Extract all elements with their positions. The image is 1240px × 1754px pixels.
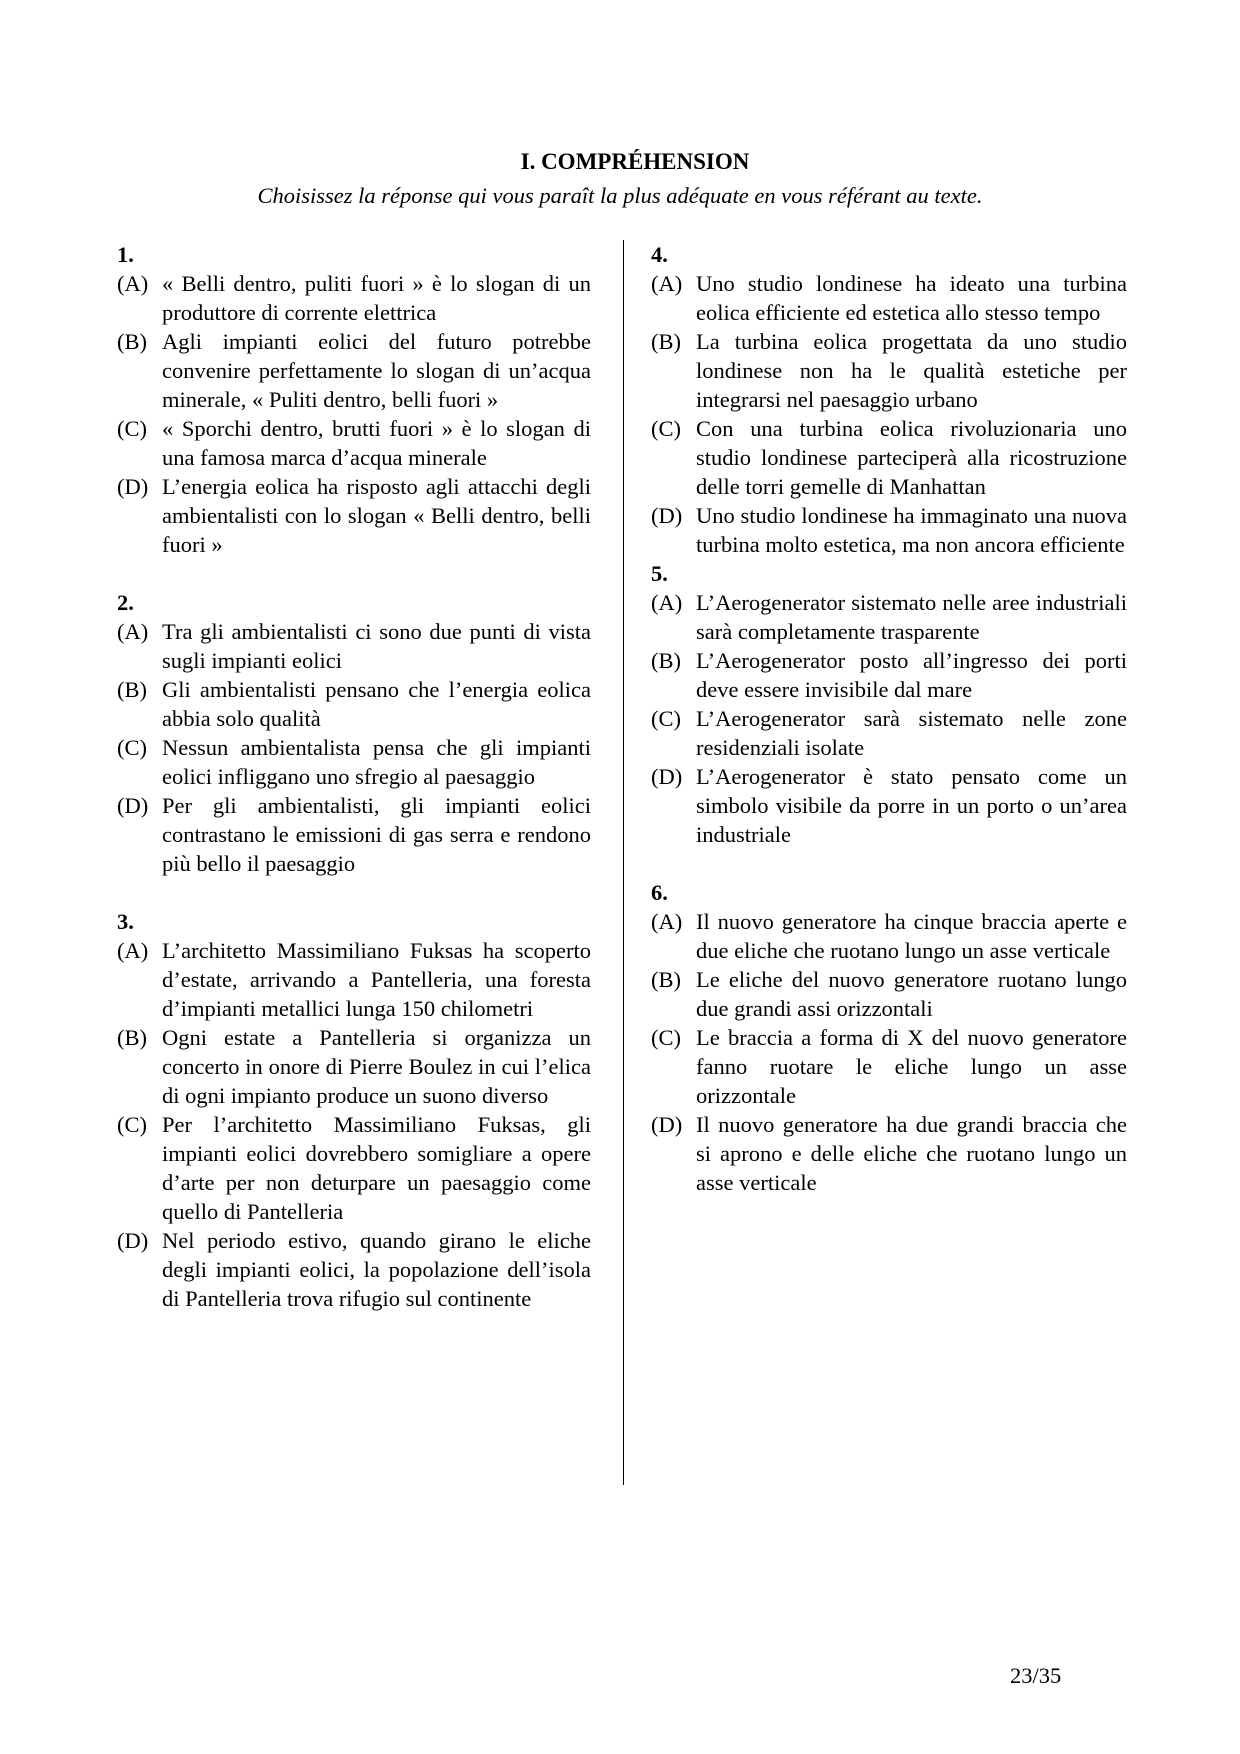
option-letter: (B) <box>651 648 681 673</box>
option-text: L’Aerogenerator sarà sistemato nelle zone residenziali isolate <box>696 706 1127 760</box>
option-letter: (C) <box>117 1112 147 1137</box>
option-d[interactable] <box>651 1110 1127 1197</box>
question-number: 6. <box>651 880 668 905</box>
option-a[interactable] <box>117 269 591 327</box>
option-a[interactable] <box>117 936 591 1023</box>
option-text: Tra gli ambientalisti ci sono due punti di vista sugli impianti eolici <box>162 619 591 673</box>
option-letter: (A) <box>117 619 149 644</box>
section-title: I. COMPRÉHENSION <box>520 149 750 174</box>
option-letter: (A) <box>117 271 149 296</box>
option-d[interactable] <box>117 472 591 559</box>
option-b[interactable] <box>117 327 591 414</box>
question-number: 5. <box>651 561 668 586</box>
option-text: Ogni estate a Pantelleria si organizza un concerto in onore di Pierre Boulez in cui l’elica di ogni impianto produce un suono diverso <box>162 1025 591 1108</box>
option-letter: (D) <box>117 474 149 499</box>
option-b[interactable] <box>651 327 1127 414</box>
section-header <box>0 148 1240 210</box>
option-a[interactable] <box>651 588 1127 646</box>
option-a[interactable] <box>651 269 1127 327</box>
option-text: Per l’architetto Massimiliano Fuksas, gli impianti eolici dovrebbero somigliare a opere d’arte per non deturpare un paesaggio come quello di Pantelleria <box>162 1112 591 1224</box>
option-letter: (C) <box>117 416 147 441</box>
option-d[interactable] <box>651 501 1127 559</box>
option-letter: (D) <box>651 1112 683 1137</box>
option-b[interactable] <box>651 646 1127 704</box>
option-text: L’Aerogenerator è stato pensato come un simbolo visibile da porre in un porto o un’area industriale <box>696 764 1127 847</box>
option-text: Il nuovo generatore ha cinque braccia aperte e due eliche che ruotano lungo un asse verticale <box>696 909 1127 963</box>
option-letter: (B) <box>651 967 681 992</box>
option-b[interactable] <box>117 675 591 733</box>
column-divider <box>623 240 624 1485</box>
question-2 <box>117 588 591 878</box>
option-c[interactable] <box>651 1023 1127 1110</box>
question-6 <box>651 878 1127 1197</box>
option-d[interactable] <box>117 1226 591 1313</box>
question-number: 2. <box>117 590 134 615</box>
left-column <box>117 240 591 1313</box>
option-a[interactable] <box>117 617 591 675</box>
question-5 <box>651 559 1127 849</box>
option-c[interactable] <box>117 733 591 791</box>
option-c[interactable] <box>117 1110 591 1226</box>
option-letter: (A) <box>651 271 683 296</box>
option-d[interactable] <box>651 762 1127 849</box>
page-number: 23/35 <box>1010 1663 1062 1688</box>
option-text: Le eliche del nuovo generatore ruotano lungo due grandi assi orizzontali <box>696 967 1127 1021</box>
option-text: Con una turbina eolica rivoluzionaria uno studio londinese parteciperà alla ricostruzione delle torri gemelle di Manhattan <box>696 416 1127 499</box>
option-letter: (A) <box>117 938 149 963</box>
question-number: 3. <box>117 909 134 934</box>
question-number: 4. <box>651 242 668 267</box>
option-text: L’Aerogenerator posto all’ingresso dei porti deve essere invisibile dal mare <box>696 648 1127 702</box>
option-b[interactable] <box>651 965 1127 1023</box>
option-c[interactable] <box>117 414 591 472</box>
option-a[interactable] <box>651 907 1127 965</box>
option-c[interactable] <box>651 704 1127 762</box>
option-text: L’architetto Massimiliano Fuksas ha scoperto d’estate, arrivando a Pantelleria, una foresta d’impianti metallici lunga 150 chilometri <box>162 938 591 1021</box>
option-letter: (C) <box>651 416 681 441</box>
option-text: Agli impianti eolici del futuro potrebbe convenire perfettamente lo slogan di un’acqua minerale, « Puliti dentro, belli fuori » <box>162 329 591 412</box>
option-letter: (C) <box>651 1025 681 1050</box>
right-column <box>651 240 1127 1197</box>
option-text: « Belli dentro, puliti fuori » è lo slogan di un produttore di corrente elettrica <box>162 271 591 325</box>
question-4 <box>651 240 1127 559</box>
option-letter: (C) <box>651 706 681 731</box>
option-text: Nessun ambientalista pensa che gli impianti eolici infliggano uno sfregio al paesaggio <box>162 735 591 789</box>
option-letter: (C) <box>117 735 147 760</box>
option-b[interactable] <box>117 1023 591 1110</box>
option-text: L’energia eolica ha risposto agli attacchi degli ambientalisti con lo slogan « Belli dentro, belli fuori » <box>162 474 591 557</box>
option-letter: (A) <box>651 590 683 615</box>
option-d[interactable] <box>117 791 591 878</box>
option-text: Gli ambientalisti pensano che l’energia eolica abbia solo qualità <box>162 677 591 731</box>
option-text: Per gli ambientalisti, gli impianti eolici contrastano le emissioni di gas serra e rendono più bello il paesaggio <box>162 793 591 876</box>
option-text: L’Aerogenerator sistemato nelle aree industriali sarà completamente trasparente <box>696 590 1127 644</box>
option-letter: (D) <box>117 1228 149 1253</box>
option-text: « Sporchi dentro, brutti fuori » è lo slogan di una famosa marca d’acqua minerale <box>162 416 591 470</box>
option-letter: (A) <box>651 909 683 934</box>
option-text: Uno studio londinese ha immaginato una nuova turbina molto estetica, ma non ancora efficiente <box>696 503 1127 557</box>
option-text: Le braccia a forma di X del nuovo generatore fanno ruotare le eliche lungo un asse orizzontale <box>696 1025 1127 1108</box>
question-1 <box>117 240 591 559</box>
option-letter: (B) <box>651 329 681 354</box>
instructions: Choisissez la réponse qui vous paraît la plus adéquate en vous référant au texte. <box>257 183 983 208</box>
option-text: Nel periodo estivo, quando girano le eliche degli impianti eolici, la popolazione dell’isola di Pantelleria trova rifugio sul continente <box>162 1228 591 1311</box>
option-letter: (B) <box>117 329 147 354</box>
option-text: Uno studio londinese ha ideato una turbina eolica efficiente ed estetica allo stesso tempo <box>696 271 1127 325</box>
option-c[interactable] <box>651 414 1127 501</box>
option-text: La turbina eolica progettata da uno studio londinese non ha le qualità estetiche per integrarsi nel paesaggio urbano <box>696 329 1127 412</box>
option-letter: (D) <box>651 503 683 528</box>
option-letter: (B) <box>117 677 147 702</box>
option-text: Il nuovo generatore ha due grandi braccia che si aprono e delle eliche che ruotano lungo un asse verticale <box>696 1112 1127 1195</box>
option-letter: (D) <box>117 793 149 818</box>
question-3 <box>117 907 591 1313</box>
question-number: 1. <box>117 242 134 267</box>
option-letter: (B) <box>117 1025 147 1050</box>
option-letter: (D) <box>651 764 683 789</box>
